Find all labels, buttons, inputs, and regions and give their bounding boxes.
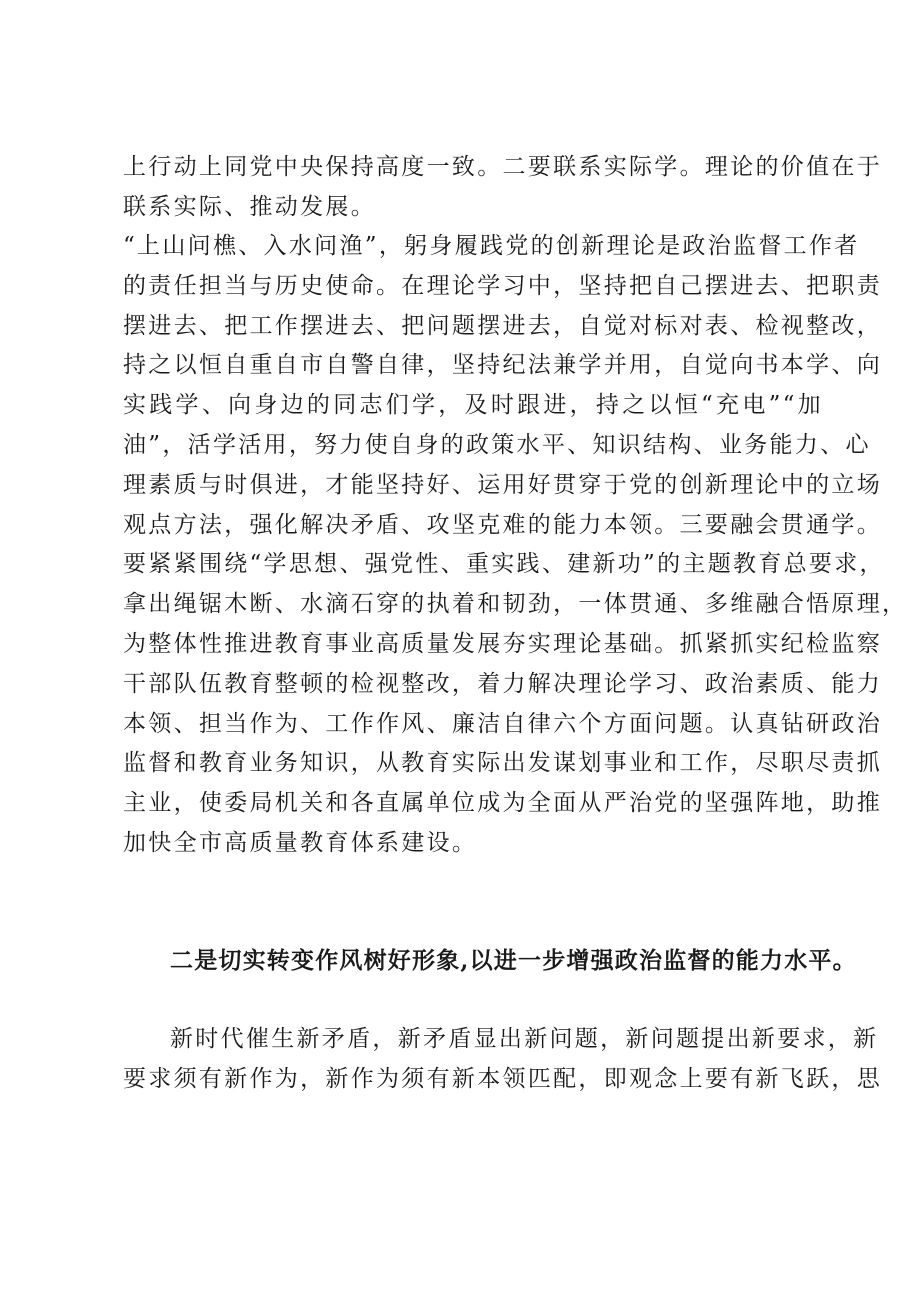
heading-line: 二是切实转变作风树好形象,以进一步增强政治监督的能力水平。 [170,947,857,974]
text-line: 的责任担当与历史使命。在理论学习中，坚持把自己摆进去、把职责 [123,272,882,299]
text-line: 加快全市高质量教育体系建设。 [123,829,478,856]
text-line: 实践学、向身边的同志们学，及时跟进，持之以恒“充电”“加 [123,392,823,419]
text-line: 要求须有新作为，新作为须有新本领匹配，即观念上要有新飞跃，思 [123,1065,882,1092]
text-line: 油”，活学活用，努力使自身的政策水平、知识结构、业务能力、心 [123,431,871,458]
text-line: “上山问樵、入水问渔”，躬身履践党的创新理论是政治监督工作者 [123,233,860,259]
text-line: 新时代催生新矛盾，新矛盾显出新问题，新问题提出新要求，新 [170,1026,879,1052]
text-line: 本领、担当作为、工作作风、廉洁自律六个方面问题。认真钻研政治 [123,710,882,737]
paragraph-body [123,227,908,864]
paragraph-next [123,1020,882,1100]
text-line: 要紧紧围绕“学思想、强党性、重实践、建新功”的主题教育总要求， [123,551,885,578]
text-line: 主业，使委局机关和各直属单位成为全面从严治党的坚强阵地，助推 [123,790,882,817]
text-line: 拿出绳锯木断、水滴石穿的执着和韧劲，一体贯通、多维融合悟原理， [123,591,908,618]
text-line: 联系实际、推动发展。 [123,193,376,220]
text-line: 监督和教育业务知识，从教育实际出发谋划事业和工作，尽职尽责抓 [123,750,882,777]
section-heading [170,941,857,981]
text-line: 为整体性推进教育事业高质量发展夯实理论基础。抓紧抓实纪检监察 [123,630,882,657]
text-line: 观点方法，强化解决矛盾、攻坚克难的能力本领。三要融会贯通学。 [123,511,882,538]
text-line: 干部队伍教育整顿的检视整改，着力解决理论学习、政治素质、能力 [123,670,882,697]
text-line: 上行动上同党中央保持高度一致。二要联系实际学。理论的价值在于 [123,154,882,180]
text-line: 持之以恒自重自市自警自律，坚持纪法兼学并用，自觉向书本学、向 [123,352,882,379]
paragraph-continuation [123,148,882,228]
text-line: 理素质与时俱进，才能坚持好、运用好贯穿于党的创新理论中的立场 [123,471,882,498]
text-line: 摆进去、把工作摆进去、把问题摆进去，自觉对标对表、检视整改， [123,312,882,339]
